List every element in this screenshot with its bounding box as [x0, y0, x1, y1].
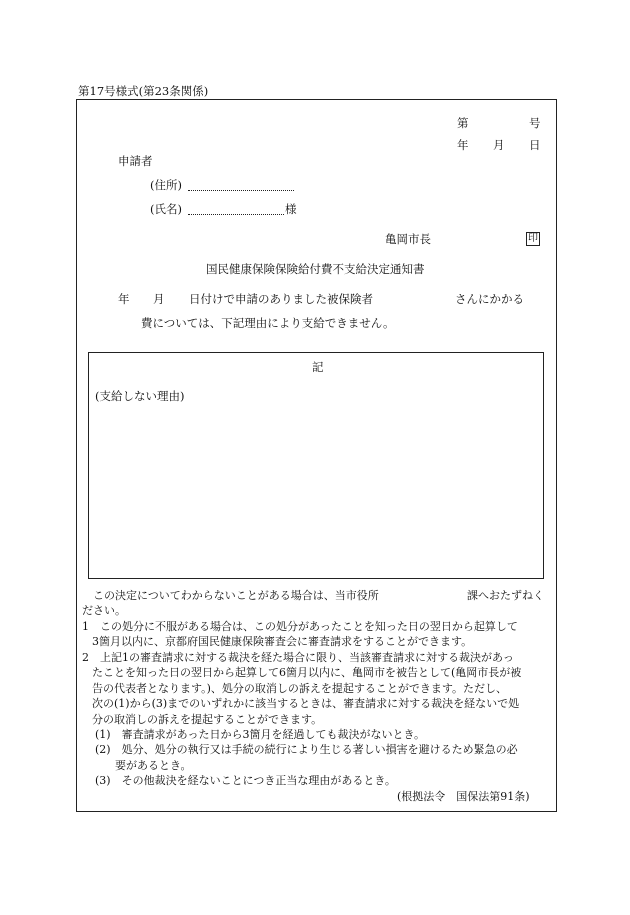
note-sub2-line2: 要があるとき。 [115, 759, 192, 772]
body-line1-text: 日付けで申請のありました被保険者 [189, 292, 373, 306]
note-item2-line2: たことを知った日の翌日から起算して6箇月以内に、亀岡市を被告として(亀岡市長が被 [92, 666, 522, 679]
legal-basis: (根拠法令 国保法第91条) [397, 790, 530, 803]
inquiry-line1: この決定についてわからないことがある場合は、当市役所 [93, 589, 379, 602]
ki-label: 記 [312, 360, 324, 374]
note-item2-line3: 告の代表者となります。)、処分の取消しの訴えを提起することができます。ただし、 [92, 682, 508, 695]
seal-mark: 印 [528, 233, 538, 244]
date-month: 月 [493, 138, 505, 152]
note-item2-line4: 次の(1)から(3)までのいずれかに該当するときは、審査請求に対する裁決を経ないで処 [92, 697, 520, 710]
form-number: 第17号様式(第23条関係) [78, 84, 209, 98]
date-year: 年 [457, 138, 469, 152]
note-item1-line1: 1 この処分に不服がある場合は、この処分があったことを知った日の翌日から起算して [82, 620, 518, 633]
date-day: 日 [529, 138, 541, 152]
address-label: (住所) [150, 178, 182, 192]
name-field[interactable] [188, 202, 284, 215]
note-item1-line2: 3箇月以内に、京都府国民健康保険審査会に審査請求をすることができます。 [92, 635, 473, 648]
reason-label: (支給しない理由) [95, 389, 185, 403]
document-title: 国民健康保険保険給付費不支給決定通知書 [206, 262, 425, 276]
reason-box [88, 352, 544, 579]
name-label: (氏名) [150, 202, 182, 216]
address-field[interactable] [188, 178, 294, 191]
honorific: 様 [285, 202, 297, 216]
body-month: 月 [153, 292, 165, 306]
note-sub1: (1) 審査請求があった日から3箇月を経過しても裁決がないとき。 [95, 728, 426, 741]
note-sub3: (3) その他裁決を経ないことにつき正当な理由があるとき。 [95, 774, 396, 787]
issuer-title: 亀岡市長 [385, 232, 431, 246]
note-item2-line5: 分の取消しの訴えを提起することができます。 [92, 713, 323, 726]
body-line1-suffix: さんにかかる [455, 292, 524, 306]
body-year: 年 [118, 292, 130, 306]
applicant-label: 申請者 [118, 154, 153, 168]
inquiry-line2: ださい。 [82, 604, 126, 617]
note-sub2-line1: (2) 処分、処分の執行又は手続の続行により生じる著しい損害を避けるため緊急の必 [95, 743, 518, 756]
inquiry-ka: 課へおたずねく [467, 589, 544, 602]
note-item2-line1: 2 上記1の審査請求に対する裁決を経た場合に限り、当該審査請求に対する裁決があっ [82, 651, 514, 664]
number-gou: 号 [529, 116, 541, 130]
body-line2: 費については、下記理由により支給できません。 [141, 316, 395, 330]
number-dai: 第 [457, 116, 469, 130]
